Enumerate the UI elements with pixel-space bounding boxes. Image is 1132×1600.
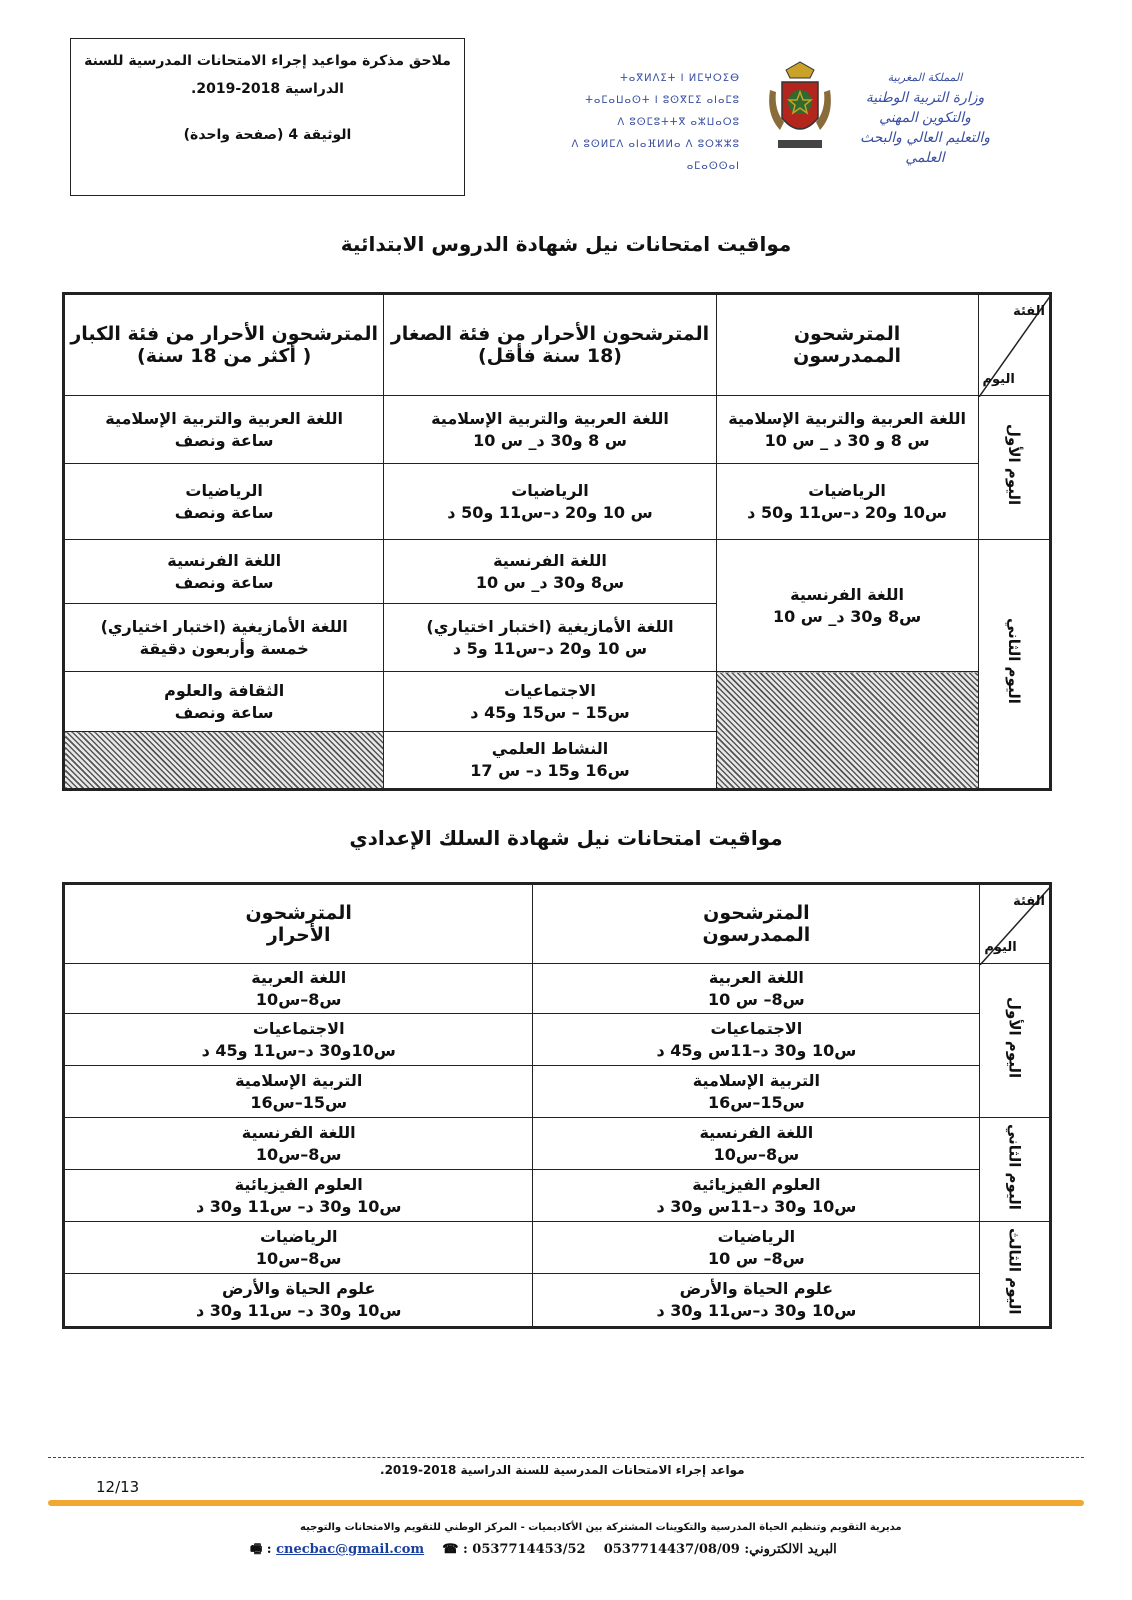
time: س10 و30 د–11س و30 د [656,1196,857,1216]
time: س15–س16 [708,1092,805,1112]
day-text: اليوم الأول [1005,996,1024,1079]
time: س10 و30 د– س11 و30 د [196,1196,402,1216]
time: س8–س10 [255,989,342,1009]
day-label-2 [980,1118,1051,1222]
duration: خمسة وأربعون دقيقة [139,638,309,658]
time: س 10 و20 د–س11 و5 د [452,638,648,658]
primary-exam-title: مواقيت امتحانات نيل شهادة الدروس الابتدائية [340,232,792,256]
subject: الرياضيات [185,480,263,500]
time: س16 و15 د– س 17 [470,761,630,780]
schedule-cell [533,1222,980,1274]
schedule-cell [384,464,716,540]
time: س10و30 د–س11 و45 د [201,1040,396,1060]
subject: اللغة العربية والتربية الإسلامية [431,408,669,428]
time: س15–س16 [250,1092,348,1112]
ref-line-3: الوثيقة 4 (صفحة واحدة) [183,127,352,143]
subject: الاجتماعيات [252,1018,345,1038]
day-text: اليوم الثاني [1004,618,1023,704]
middle-exam-title: مواقيت امتحانات نيل شهادة السلك الإعدادي [349,826,783,850]
schedule-cell [64,464,384,540]
tifinagh-line: ⵜⴰⴳⵍⴷⵉⵜ ⵏ ⵍⵎⵖⵔⵉⴱ [620,73,740,84]
schedule-cell [64,964,533,1014]
time: س8 و30 د_ س 10 [772,606,922,626]
corner-day-label: اليوم [984,940,1017,955]
ministry-line: وزارة التربية الوطنية [865,90,985,106]
schedule-cell [533,1014,980,1066]
page-number: 12/13 [96,1478,140,1496]
phone-number: ☎ : 0537714453/52 [442,1542,586,1557]
schedule-cell [533,1066,980,1118]
email-label: البريد الالكتروني: [744,1542,837,1557]
schedule-cell [533,1274,980,1328]
column-header-free-adult [64,294,384,396]
schedule-cell [533,1170,980,1222]
schedule-cell [64,1274,533,1328]
subject: العلوم الفيزيائية [234,1174,363,1194]
time: س 8 و 30 د _ س 10 [764,430,930,450]
ministry-line: والتكوين المهني [879,110,971,126]
schedule-cell [64,1118,533,1170]
time: س8–س10 [255,1144,342,1164]
schedule-cell [64,1014,533,1066]
subject: اللغة الأمازيغية (اختبار اختياري) [100,616,348,636]
footer-title: مواعد إجراء الامتحانات المدرسية للسنة الدراسية 2018-2019. [380,1463,745,1477]
time: س 10 و20 د–س11 و50 د [447,502,653,522]
schedule-cell [533,1118,980,1170]
schedule-cell [384,732,716,790]
duration: ساعة ونصف [174,502,274,522]
reference-box [70,38,465,196]
email-link[interactable]: cnecbac@gmail.com [276,1542,425,1557]
schedule-cell [64,540,384,604]
subject: اللغة الأمازيغية (اختبار اختياري) [426,616,674,636]
corner-header [980,884,1051,964]
schedule-cell [716,464,978,540]
subject: اللغة الفرنسية [699,1122,814,1142]
schedule-cell [384,396,716,464]
hatched-empty-cell [64,732,384,790]
corner-category-label: الفئة [1013,304,1045,319]
day-text: اليوم الثاني [1005,1123,1024,1210]
time: س15 – س15 و45 د [470,702,630,722]
footer-divider [48,1457,1084,1458]
day-text: اليوم الأول [1004,423,1023,506]
schedule-cell [384,672,716,732]
column-header-line: المترشحون الأحرار من فئة الصغار [390,323,710,345]
subject: اللغة العربية والتربية الإسلامية [105,408,344,428]
hatched-empty-cell [716,672,978,790]
schedule-cell [533,964,980,1014]
time: س10 و30 د–11س و45 د [656,1040,857,1060]
footer-contact [250,1540,837,1562]
time: س10 و20 د–س11 و50 د [747,502,947,522]
schedule-cell [64,396,384,464]
primary-schedule-table [62,292,1052,791]
subject: التربية الإسلامية [692,1070,820,1090]
schedule-cell [64,1170,533,1222]
coat-of-arms-emblem [764,60,836,156]
schedule-cell [384,540,716,604]
schedule-cell [384,604,716,672]
column-header-schooled: المترشحون الممدرسون [533,884,980,964]
column-header-line: ( أكثر من 18 سنة) [137,345,312,367]
column-header-free-young [384,294,716,396]
ministry-name [840,68,1010,168]
column-header-schooled: المترشحون الممدرسون [716,294,978,396]
subject: الرياضيات [808,480,886,500]
tifinagh-ministry-name [560,68,740,178]
subject: علوم الحياة والأرض [679,1279,834,1298]
subject: الرياضيات [259,1226,338,1246]
subject: النشاط العلمي [491,739,609,758]
day-label-2 [978,540,1051,790]
duration: ساعة ونصف [174,702,274,722]
subject: الرياضيات [717,1226,796,1246]
subject: اللغة العربية والتربية الإسلامية [728,408,966,428]
corner-category-label: الفئة [1013,894,1045,909]
time: س 8 و30 د_ س 10 [473,430,627,450]
schedule-cell [716,396,978,464]
column-header-free: المترشحون الأحرار [64,884,533,964]
schedule-cell [64,672,384,732]
ref-line-2: الدراسية 2018-2019. [191,81,344,97]
column-header-line: (18 سنة فأقل) [477,345,622,367]
fax-number: 0537714437/08/09 : 🖷 [250,1542,740,1557]
ministry-line: والتعليم العالي والبحث العلمي [859,130,990,166]
time: س10 و30 د– س11 و30 د [196,1301,402,1320]
duration: ساعة ونصف [174,430,274,450]
subject: اللغة الفرنسية [493,550,607,570]
duration: ساعة ونصف [174,572,274,592]
footer-orange-bar [48,1500,1084,1506]
corner-header [978,294,1051,396]
subject: اللغة الفرنسية [241,1122,356,1142]
ministry-line: المملكة المغربية [887,71,963,84]
time: س8– س 10 [708,989,805,1009]
tifinagh-line: ⴷ ⵓⵙⵍⵎⴷ ⴰⵏⴰⴼⵍⵍⴰ ⴷ ⵓⵔⵣⵣⵓ ⴰⵎⴰⵙⵙⴰⵏ [571,139,740,172]
day-label-1 [978,396,1051,540]
tifinagh-line: ⵜⴰⵎⴰⵡⴰⵙⵜ ⵏ ⵓⵙⴳⵎⵉ ⴰⵏⴰⵎⵓ [585,95,740,106]
subject: العلوم الفيزيائية [692,1174,821,1194]
time: س10 و30 د–س11 و30 د [656,1301,857,1320]
day-label-3 [980,1222,1051,1328]
ref-line-1: ملاحق مذكرة مواعيد إجراء الامتحانات المدرسية للسنة [84,53,451,69]
schedule-cell [64,1222,533,1274]
day-label-1 [980,964,1051,1118]
corner-day-label: اليوم [982,372,1015,387]
time: س8–س10 [713,1144,800,1164]
time: س8 و30 د_ س 10 [475,572,625,592]
schedule-cell [716,540,978,672]
column-header-line: المترشحون الأحرار من فئة الكبار [70,323,378,345]
schedule-cell [64,604,384,672]
subject: الثقافة والعلوم [164,680,285,700]
subject: التربية الإسلامية [235,1070,363,1090]
subject: علوم الحياة والأرض [221,1279,376,1298]
schedule-cell [64,1066,533,1118]
day-text: اليوم الثالث [1005,1227,1024,1315]
tifinagh-line: ⴷ ⵓⵙⵎⵓⵜⵜⴳ ⴰⵣⵡⴰⵔⵓ [617,117,740,128]
footer-directorate: مديرية التقويم وتنظيم الحياة المدرسية والتكوينات المشتركة بين الأكاديميات - المركز الوطني للتقويم والامتحانات والتوجيه [300,1522,902,1533]
time: س8– س 10 [708,1248,805,1268]
subject: الاجتماعيات [710,1018,803,1038]
subject: اللغة العربية [251,967,347,987]
subject: الرياضيات [511,480,589,500]
middle-schedule-table [62,882,1052,1329]
subject: اللغة الفرنسية [167,550,282,570]
subject: اللغة الفرنسية [790,584,904,604]
time: س8–س10 [255,1248,342,1268]
subject: الاجتماعيات [504,680,596,700]
subject: اللغة العربية [708,967,804,987]
